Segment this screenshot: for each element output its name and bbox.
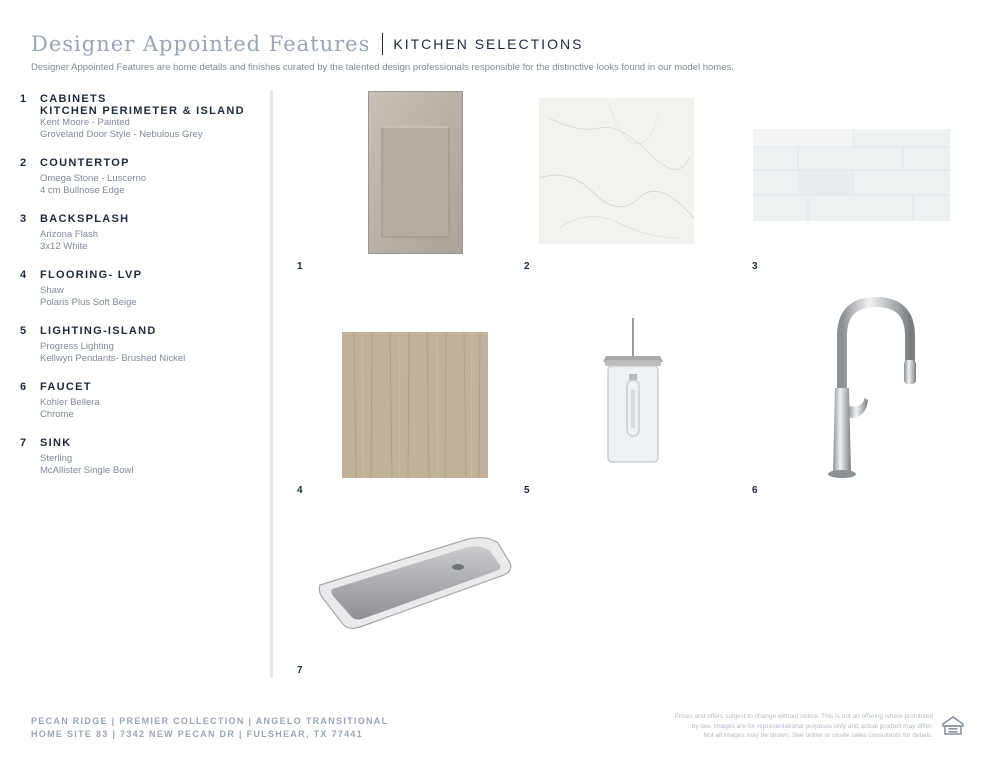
caption-4: 4: [297, 485, 303, 496]
faucet-image: [824, 296, 924, 480]
disclaimer-line-2: by law. Images are for representational purposes only and actual product may differ.: [691, 722, 933, 730]
list-item-flooring: [18, 269, 258, 317]
item-brand: Kent Moore - Painted: [40, 117, 130, 128]
item-title-secondary: KITCHEN PERIMETER & ISLAND: [40, 105, 245, 117]
item-detail: Kellwyn Pendants- Brushed Nickel: [40, 353, 186, 364]
footer-line-2: HOME SITE 83 | 7342 NEW PECAN DR | FULSHEAR, TX 77441: [31, 729, 364, 739]
list-item-backsplash: [18, 213, 258, 261]
disclaimer-line-3: Not all images may be shown. See online or onsite sales consultants for details.: [703, 732, 933, 739]
equal-housing-icon: [941, 714, 965, 738]
page-header: [31, 32, 583, 56]
item-title: CABINETS: [40, 93, 107, 105]
item-brand: Sterling: [40, 453, 73, 464]
item-title: FLOORING- LVP: [40, 269, 143, 281]
caption-1: 1: [297, 261, 303, 272]
footer-line-1: PECAN RIDGE | PREMIER COLLECTION | ANGELO TRANSITIONAL: [31, 716, 389, 726]
item-brand: Shaw: [40, 285, 64, 296]
selection-list: [18, 93, 258, 485]
list-item-cabinets: [18, 93, 258, 149]
caption-5: 5: [524, 485, 530, 496]
item-brand: Progress Lighting: [40, 341, 114, 352]
item-brand: Arizona Flash: [40, 229, 99, 240]
caption-3: 3: [752, 261, 758, 272]
cabinet-door-image: [368, 91, 463, 254]
item-title: SINK: [40, 437, 72, 449]
item-number: 1: [20, 93, 27, 105]
vertical-divider: [270, 90, 273, 678]
page-subtitle: KITCHEN SELECTIONS: [393, 36, 584, 52]
list-item-countertop: [18, 157, 258, 205]
item-brand: Omega Stone - Luscerno: [40, 173, 147, 184]
item-brand: Kohler Bellera: [40, 397, 100, 408]
item-number: 7: [20, 437, 27, 449]
list-item-lighting: [18, 325, 258, 373]
item-number: 4: [20, 269, 27, 281]
intro-text: Designer Appointed Features are home details and finishes curated by the talented design professionals responsible for the distinctive looks found in our model homes.: [31, 62, 734, 73]
item-number: 2: [20, 157, 27, 169]
item-title: COUNTERTOP: [40, 157, 130, 169]
footer-community: [31, 715, 388, 741]
list-item-faucet: [18, 381, 258, 429]
sink-image: [318, 535, 513, 630]
item-title: FAUCET: [40, 381, 92, 393]
item-detail: McAllister Single Bowl: [40, 465, 134, 476]
item-detail: Groveland Door Style - Nebulous Grey: [40, 129, 203, 140]
item-number: 3: [20, 213, 27, 225]
item-detail: 3x12 White: [40, 241, 88, 252]
item-number: 5: [20, 325, 27, 337]
item-title: LIGHTING-ISLAND: [40, 325, 157, 337]
title-divider: [382, 33, 383, 55]
backsplash-image: [753, 129, 950, 221]
item-title: BACKSPLASH: [40, 213, 130, 225]
disclaimer-line-1: Prices and offers subject to change without notice. This is not an offering where prohibited: [674, 713, 933, 720]
countertop-image: [539, 98, 694, 244]
item-detail: Chrome: [40, 409, 74, 420]
caption-6: 6: [752, 485, 758, 496]
item-detail: 4 cm Bullnose Edge: [40, 185, 125, 196]
item-number: 6: [20, 381, 27, 393]
caption-2: 2: [524, 261, 530, 272]
flooring-image: [342, 332, 488, 478]
footer-disclaimer: [600, 712, 933, 741]
caption-7: 7: [297, 665, 303, 676]
page-title: Designer Appointed Features: [31, 32, 371, 56]
list-item-sink: [18, 437, 258, 485]
pendant-light-image: [598, 318, 668, 466]
item-detail: Polaris Plus Soft Beige: [40, 297, 137, 308]
